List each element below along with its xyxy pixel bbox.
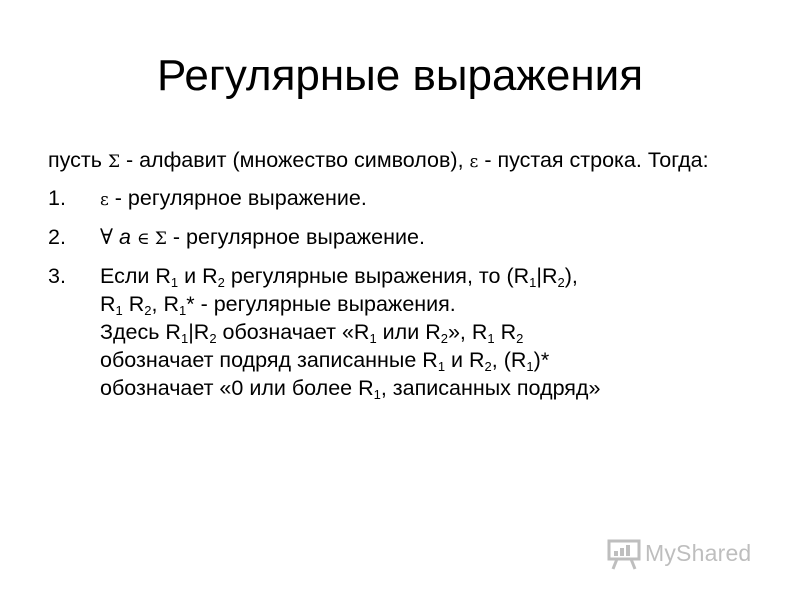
slide-body bbox=[48, 146, 768, 411]
watermark-text: MyShared bbox=[645, 540, 752, 566]
element-of-symbol: ∈ bbox=[136, 229, 150, 249]
text-fragment: R bbox=[353, 320, 370, 344]
subscript: 1 bbox=[170, 275, 179, 290]
text-fragment: R bbox=[513, 264, 530, 288]
intro-text-3: - пустая строка. Тогда: bbox=[478, 148, 709, 172]
text-fragment: регулярные выражения, то ( bbox=[224, 264, 514, 288]
sigma-symbol: Σ bbox=[149, 229, 167, 249]
subscript: 1 bbox=[369, 331, 377, 346]
list-number: 1. bbox=[48, 186, 66, 210]
subscript: 1 bbox=[180, 331, 189, 346]
slide-title: Регулярные выражения bbox=[156, 51, 644, 100]
subscript: 1 bbox=[526, 359, 534, 374]
text-fragment: )* bbox=[533, 348, 550, 372]
item3-line-3 bbox=[100, 320, 523, 344]
text-fragment: R bbox=[510, 348, 527, 372]
text-fragment: | bbox=[536, 264, 542, 288]
text-fragment: обозначает подряд записанные bbox=[100, 348, 423, 372]
epsilon-symbol: ε bbox=[100, 190, 109, 210]
text-fragment: », bbox=[447, 320, 472, 344]
subscript: 1 bbox=[179, 303, 187, 318]
text-fragment: Здесь bbox=[100, 320, 166, 344]
list-number: 3. bbox=[48, 264, 66, 288]
subscript: 1 bbox=[115, 303, 123, 318]
forall-symbol: ∀ bbox=[100, 225, 113, 250]
epsilon-symbol: ε bbox=[469, 152, 479, 172]
item3-line-1 bbox=[100, 264, 578, 288]
subscript: 2 bbox=[557, 275, 565, 290]
text-fragment: , bbox=[151, 292, 164, 316]
text-fragment: R bbox=[358, 376, 374, 400]
subscript: 1 bbox=[487, 331, 495, 346]
item3-line-5 bbox=[100, 376, 600, 400]
text-fragment: R bbox=[422, 348, 438, 372]
subscript: 2 bbox=[217, 275, 225, 290]
subscript: 2 bbox=[144, 303, 152, 318]
text-fragment: R bbox=[425, 320, 441, 344]
text-fragment: R bbox=[500, 320, 517, 344]
intro-text-1: пусть bbox=[48, 148, 108, 172]
text-fragment: R bbox=[128, 292, 145, 316]
subscript: 1 bbox=[437, 359, 446, 374]
intro-paragraph bbox=[48, 146, 768, 176]
text-fragment: R bbox=[202, 264, 218, 288]
text-fragment: , ( bbox=[491, 348, 511, 372]
list-item-text: - регулярное выражение. bbox=[108, 186, 367, 210]
subscript: 2 bbox=[209, 331, 217, 346]
text-fragment: Если bbox=[100, 264, 156, 288]
text-fragment: или bbox=[376, 320, 426, 344]
text-fragment: R bbox=[469, 348, 485, 372]
presentation-board-icon bbox=[607, 538, 641, 570]
subscript: 2 bbox=[516, 331, 524, 346]
subscript: 1 bbox=[373, 387, 381, 402]
variable-a: a bbox=[112, 225, 137, 249]
text-fragment: ), bbox=[564, 264, 578, 288]
list-number: 2. bbox=[48, 225, 66, 249]
item3-line-4 bbox=[100, 348, 549, 372]
sigma-symbol: Σ bbox=[107, 152, 120, 172]
text-fragment: обозначает « bbox=[216, 320, 354, 344]
text-fragment: и bbox=[445, 348, 470, 372]
text-fragment: * - регулярные выражения. bbox=[186, 292, 456, 316]
text-fragment: обозначает «0 или более bbox=[100, 376, 359, 400]
text-fragment: R bbox=[471, 320, 488, 344]
text-fragment: R bbox=[165, 320, 181, 344]
subscript: 2 bbox=[484, 359, 492, 374]
list-item-3 bbox=[48, 262, 768, 402]
text-fragment: | bbox=[188, 320, 194, 344]
text-fragment: R bbox=[541, 264, 558, 288]
text-fragment: и bbox=[178, 264, 203, 288]
list-item-1 bbox=[48, 184, 768, 214]
text-fragment: R bbox=[193, 320, 210, 344]
subscript: 2 bbox=[440, 331, 448, 346]
text-fragment: R bbox=[163, 292, 179, 316]
list-item-text: - регулярное выражение. bbox=[166, 225, 425, 249]
list-item-2 bbox=[48, 223, 768, 253]
text-fragment: R bbox=[155, 264, 171, 288]
text-fragment: , записанных подряд» bbox=[380, 376, 601, 400]
myshared-watermark bbox=[607, 536, 767, 572]
text-fragment: R bbox=[100, 292, 116, 316]
item3-line-2 bbox=[100, 292, 456, 316]
intro-text-2: - алфавит (множество символов), bbox=[119, 148, 470, 172]
subscript: 1 bbox=[529, 275, 537, 290]
